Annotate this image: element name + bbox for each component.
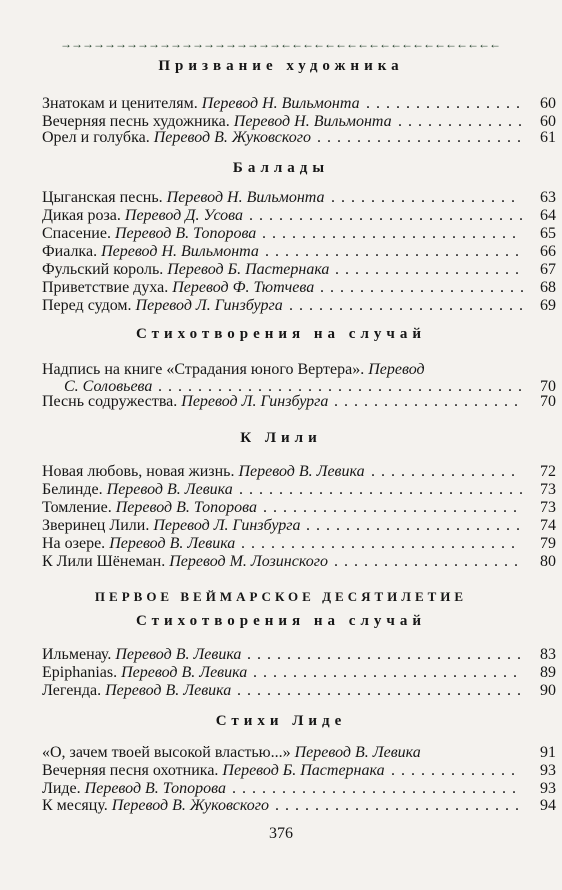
entry-text	[42, 94, 360, 113]
entry-title: Фиалка.	[42, 243, 98, 260]
entry-page: 69	[540, 297, 556, 314]
entry-text	[42, 645, 241, 664]
leader-dots: .....................	[320, 279, 530, 296]
entry-page: 70	[540, 393, 556, 410]
entry-translator: Перевод Д. Усова	[124, 207, 243, 224]
section-heading: Призвание художника	[158, 58, 404, 74]
entry-translator: Перевод Л. Гинзбурга	[153, 517, 301, 534]
entry-title: Надпись на книге «Страдания юного Вертера».	[42, 361, 365, 378]
toc-entry	[42, 206, 556, 225]
toc-entry	[42, 278, 556, 297]
entry-translator: Перевод Н. Вильмонта	[201, 95, 360, 112]
entry-page: 93	[540, 762, 556, 779]
leader-dots: .............................	[232, 780, 522, 797]
entry-text	[42, 743, 421, 762]
entry-translator: Перевод В. Левика	[294, 744, 421, 761]
leader-dots: .............	[398, 113, 528, 130]
entry-page: 80	[540, 553, 556, 570]
entry-translator: Перевод В. Левика	[115, 646, 242, 663]
entry-page: 67	[540, 261, 556, 278]
toc-entry	[42, 128, 556, 147]
entry-title: Дикая роза.	[42, 207, 121, 224]
entry-page: 94	[540, 797, 556, 814]
entry-text	[42, 462, 365, 481]
toc-entry	[42, 498, 556, 517]
entry-text	[42, 552, 328, 571]
entry-translator: Перевод	[368, 361, 425, 378]
leader-dots: ...................	[334, 553, 524, 570]
entry-text	[42, 681, 231, 700]
entry-translator: Перевод В. Левика	[105, 682, 232, 699]
entry-title: Вечерняя песнь художника.	[42, 113, 230, 130]
entry-page: 60	[540, 95, 556, 112]
entry-page: 66	[540, 243, 556, 260]
entry-title: К месяцу.	[42, 797, 108, 814]
entry-page: 79	[540, 535, 556, 552]
entry-page: 64	[540, 207, 556, 224]
leader-dots: .............................	[239, 481, 529, 498]
leader-dots: .............	[391, 762, 521, 779]
leader-dots: ...................	[335, 261, 525, 278]
entry-page: 63	[540, 189, 556, 206]
leader-dots: ...........................	[253, 664, 523, 681]
toc-entry	[42, 743, 556, 762]
entry-translator: Перевод Б. Пастернака	[167, 261, 330, 278]
toc-entry	[42, 462, 556, 481]
entry-translator: С. Соловьева	[64, 378, 153, 395]
toc-entry	[42, 645, 556, 664]
toc-entry	[42, 663, 556, 682]
entry-page: 90	[540, 682, 556, 699]
entry-title: «О, зачем твоей высокой властью...»	[42, 744, 291, 761]
entry-page: 72	[540, 463, 556, 480]
entry-text	[42, 534, 235, 553]
entry-title: Томление.	[42, 499, 112, 516]
entry-translator: Перевод В. Левика	[106, 481, 233, 498]
leader-dots: ............................	[249, 207, 529, 224]
part-heading: ПЕРВОЕ ВЕЙМАРСКОЕ ДЕСЯТИЛЕТИЕ	[94, 589, 468, 604]
entry-title: Вечерняя песня охотника.	[42, 762, 219, 779]
entry-text	[42, 392, 328, 411]
leader-dots: ......................	[306, 517, 526, 534]
entry-text	[42, 480, 233, 499]
entry-title: Лиде.	[42, 780, 81, 797]
page-number: 376	[269, 825, 293, 842]
entry-translator: Перевод В. Левика	[109, 535, 236, 552]
leader-dots: ...............	[371, 463, 521, 480]
toc-entry	[42, 242, 556, 261]
toc-entry	[42, 552, 556, 571]
toc-entry	[42, 681, 556, 700]
entry-translator: Перевод Б. Пастернака	[222, 762, 385, 779]
entry-text	[42, 498, 257, 517]
leader-dots: ............................	[247, 646, 527, 663]
leader-dots: ........................	[289, 297, 529, 314]
entry-translator: Перевод В. Топорова	[84, 780, 226, 797]
section-heading: Стихотворения на случай	[136, 326, 426, 342]
leader-dots: ..........................	[263, 499, 523, 516]
entry-translator: Перевод Ф. Тютчева	[172, 279, 315, 296]
entry-text	[42, 206, 243, 225]
entry-page: 65	[540, 225, 556, 242]
toc-entry	[42, 796, 556, 815]
entry-title: Ильменау.	[42, 646, 112, 663]
entry-page: 60	[540, 113, 556, 130]
entry-title: Спасение.	[42, 225, 111, 242]
leader-dots: .........................	[275, 797, 525, 814]
section-heading: Стихи Лиде	[215, 713, 347, 729]
entry-title: К Лили Шёнеман.	[42, 553, 166, 570]
entry-text	[42, 761, 385, 780]
entry-text	[42, 128, 311, 147]
section-heading: Баллады	[232, 160, 330, 176]
entry-title: Знатокам и ценителям.	[42, 95, 198, 112]
toc-entry	[42, 94, 556, 113]
entry-translator: Перевод Н. Вильмонта	[101, 243, 259, 260]
entry-title: Белинде.	[42, 481, 103, 498]
toc-entry	[42, 296, 556, 315]
toc-entry	[42, 534, 556, 553]
entry-page: 91	[540, 744, 556, 761]
toc-entry	[42, 224, 556, 243]
entry-translator: Перевод В. Левика	[121, 664, 248, 681]
entry-title: Цыганская песнь.	[42, 189, 163, 206]
entry-translator: Перевод В. Левика	[238, 463, 365, 480]
toc-entry	[42, 260, 556, 279]
entry-title: Зверинец Лили.	[42, 517, 150, 534]
entry-translator: Перевод Л. Гинзбурга	[135, 297, 283, 314]
toc-entry	[42, 188, 556, 207]
entry-text	[42, 242, 259, 261]
entry-title: Перед судом.	[42, 297, 132, 314]
entry-translator: Перевод В. Топорова	[115, 499, 258, 516]
leader-dots: ................	[366, 95, 526, 112]
leader-dots: .....................	[317, 129, 527, 146]
entry-translator: Перевод Н. Вильмонта	[233, 113, 392, 130]
entry-translator: Перевод М. Лозинского	[169, 553, 328, 570]
toc-entry	[42, 516, 556, 535]
leader-dots: ..........................	[262, 225, 522, 242]
entry-title: Песнь содружества.	[42, 393, 178, 410]
entry-text	[42, 516, 300, 535]
entry-translator: Перевод Л. Гинзбурга	[181, 393, 329, 410]
toc-entry	[42, 480, 556, 499]
entry-page: 93	[540, 780, 556, 797]
entry-text	[42, 796, 269, 815]
leader-dots: ............................	[241, 535, 521, 552]
entry-page: 83	[540, 646, 556, 663]
entry-title: На озере.	[42, 535, 106, 552]
entry-page: 68	[540, 279, 556, 296]
toc-entry	[42, 392, 556, 411]
leader-dots: ...................	[331, 189, 521, 206]
section-heading: К Лили	[240, 430, 322, 446]
entry-text	[42, 260, 329, 279]
entry-title: Фульский король.	[42, 261, 164, 278]
leader-dots: .....................................	[158, 378, 528, 395]
ornament-border: →→→→→→→→→→→→→→→→→→→→←←←←←←←←←←←←←←←←←←←←	[60, 37, 500, 51]
entry-translator: Перевод В. Топорова	[114, 225, 257, 242]
entry-translator: Перевод Н. Вильмонта	[166, 189, 325, 206]
entry-page: 73	[540, 499, 556, 516]
entry-text	[42, 663, 247, 682]
entry-title: Приветствие духа.	[42, 279, 169, 296]
entry-page: 70	[540, 378, 556, 395]
entry-title: Epiphanias.	[42, 664, 118, 681]
entry-translator: Перевод В. Жуковского	[111, 797, 269, 814]
entry-page: 73	[540, 481, 556, 498]
entry-title: Новая любовь, новая жизнь.	[42, 463, 235, 480]
entry-page: 61	[540, 129, 556, 146]
entry-page: 89	[540, 664, 556, 681]
leader-dots: ..........................	[265, 243, 525, 260]
entry-page: 74	[540, 517, 556, 534]
entry-text	[42, 188, 325, 207]
entry-title: Легенда.	[42, 682, 102, 699]
section-heading: Стихотворения на случай	[136, 613, 426, 629]
entry-text	[42, 224, 256, 243]
entry-title: Орел и голубка.	[42, 129, 150, 146]
entry-text	[42, 278, 314, 297]
leader-dots: .............................	[237, 682, 527, 699]
leader-dots: ...................	[334, 393, 524, 410]
toc-entry	[42, 761, 556, 780]
entry-text	[42, 296, 283, 315]
entry-translator: Перевод В. Жуковского	[153, 129, 311, 146]
